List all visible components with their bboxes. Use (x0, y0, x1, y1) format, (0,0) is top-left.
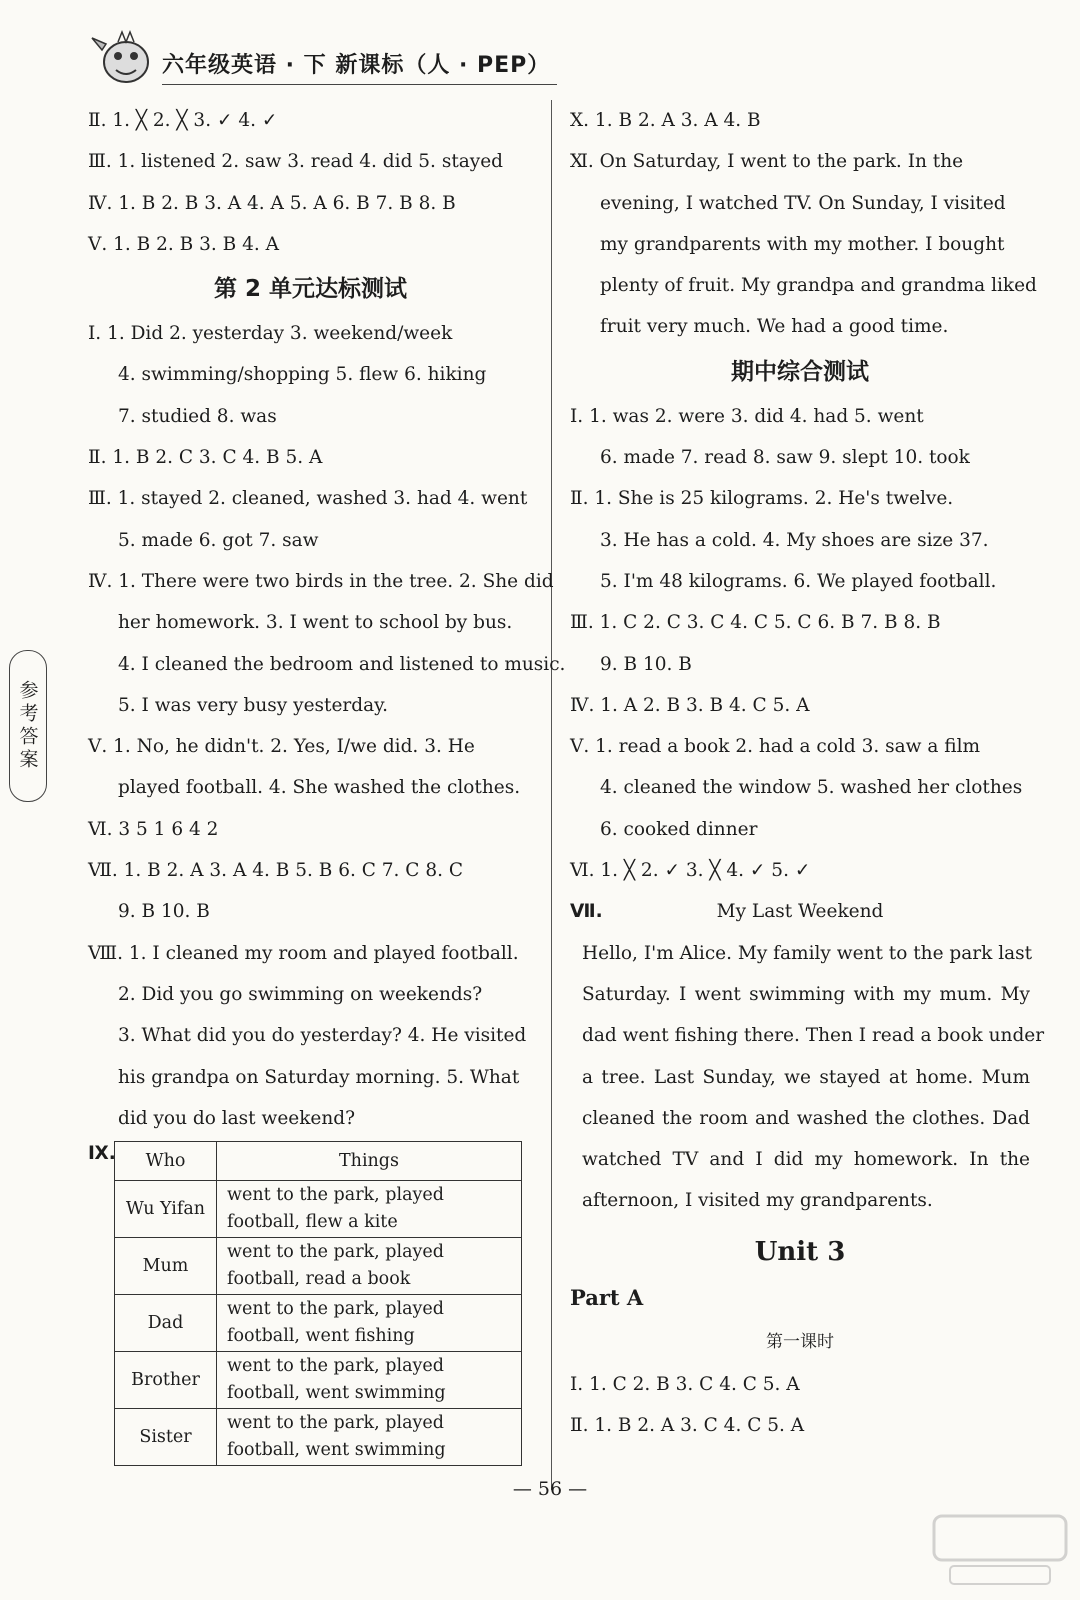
answer-line: Ⅲ. 1. C 2. C 3. C 4. C 5. C 6. B 7. B 8. B (570, 612, 941, 634)
answer-line: 5. I was very busy yesterday. (118, 694, 388, 716)
answer-line: 6. made 7. read 8. saw 9. slept 10. took (600, 447, 970, 469)
answer-line: 5. I'm 48 kilograms. 6. We played football. (600, 570, 997, 592)
table-row (115, 1352, 522, 1409)
answer-line: Ⅲ. 1. stayed 2. cleaned, washed 3. had 4. went (88, 488, 528, 510)
unit3-answers (570, 1364, 1030, 1447)
table-cell-things: went to the park, played football, went swimming (217, 1352, 522, 1409)
table-row (115, 1409, 522, 1466)
essay-title: My Last Weekend (716, 901, 884, 923)
midterm-title: 期中综合测试 (731, 358, 869, 385)
page-header (88, 20, 558, 95)
answer-line: 4. swimming/shopping 5. flew 6. hiking (118, 364, 487, 386)
answer-line: 7. studied 8. was (118, 405, 277, 427)
answer-line: Ⅳ. 1. A 2. B 3. B 4. C 5. A (570, 694, 810, 716)
essay-line: Saturday. I went swimming with my mum. My (582, 983, 1030, 1005)
answer-line: 9. B 10. B (600, 653, 692, 675)
answer-line: Ⅶ. 1. B 2. A 3. A 4. B 5. B 6. C 7. C 8. C (88, 860, 464, 882)
unit3-title: Unit 3 (754, 1236, 846, 1267)
header-who: Who (115, 1142, 217, 1181)
page-number: — 56 — (512, 1478, 588, 1500)
table-cell-who: Sister (115, 1409, 217, 1466)
essay-body (570, 933, 1045, 1222)
answer-line: 9. B 10. B (118, 901, 210, 923)
answer-line: Ⅱ. 1. B 2. A 3. C 4. C 5. A (570, 1415, 805, 1437)
essay-label: Ⅶ. (570, 901, 603, 923)
answer-line: 2. Did you go swimming on weekends? (118, 983, 483, 1005)
answer-line: Ⅵ. 1. ╳ 2. ✓ 3. ╳ 4. ✓ 5. ✓ (570, 860, 811, 882)
table-row (115, 1295, 522, 1352)
answer-line: Ⅳ. 1. There were two birds in the tree. 2. She did (88, 570, 554, 592)
answer-line: 6. cooked dinner (600, 818, 758, 840)
answer-line: Ⅱ. 1. She is 25 kilograms. 2. He's twelve. (570, 488, 954, 510)
answer-line: 4. I cleaned the bedroom and listened to music. (118, 653, 566, 675)
unit2-tail-answers (570, 100, 1037, 348)
essay-line: Hello, I'm Alice. My family went to the park last (582, 942, 1033, 964)
answer-line: Ⅴ. 1. B 2. B 3. B 4. A (88, 233, 280, 255)
unit2-title: 第 2 单元达标测试 (213, 276, 408, 303)
who-things-table (114, 1141, 522, 1466)
answer-line: my grandparents with my mother. I bought (600, 233, 1005, 255)
table-cell-things: went to the park, played football, flew a kite (217, 1181, 522, 1238)
midterm-answers (570, 396, 1030, 892)
table-cell-things: went to the park, played football, read a book (217, 1238, 522, 1295)
unit1-tail-answers (88, 100, 533, 265)
answer-line: Ⅴ. 1. No, he didn't. 2. Yes, I/we did. 3. He (88, 736, 475, 758)
answer-line: his grandpa on Saturday morning. 5. What (118, 1066, 520, 1088)
answer-line: evening, I watched TV. On Sunday, I visited (600, 192, 1006, 214)
table-cell-who: Wu Yifan (115, 1181, 217, 1238)
answer-line: fruit very much. We had a good time. (600, 316, 949, 338)
answer-line: Ⅰ. 1. C 2. B 3. C 4. C 5. A (570, 1373, 800, 1395)
answer-key-tab (9, 650, 47, 802)
part-a-title: Part A (570, 1284, 644, 1310)
answer-line: Ⅲ. 1. listened 2. saw 3. read 4. did 5. stayed (88, 151, 504, 173)
answer-line: Ⅳ. 1. B 2. B 3. A 4. A 5. A 6. B 7. B 8. B (88, 192, 456, 214)
answer-line: Ⅺ. On Saturday, I went to the park. In the (570, 151, 964, 173)
table-cell-who: Dad (115, 1295, 217, 1352)
answer-line: Ⅹ. 1. B 2. A 3. A 4. B (570, 110, 761, 131)
lesson-title: 第一课时 (766, 1331, 834, 1352)
table-cell-who: Brother (115, 1352, 217, 1409)
table-label: Ⅸ. (88, 1143, 116, 1165)
answer-line: plenty of fruit. My grandpa and grandma liked (600, 275, 1037, 297)
table-row (115, 1238, 522, 1295)
table-section (88, 1141, 533, 1466)
table-header-row (115, 1142, 522, 1181)
answer-line: Ⅷ. 1. I cleaned my room and played football. (88, 942, 519, 964)
answer-line: did you do last weekend? (118, 1107, 356, 1129)
essay-line: watched TV and I did my homework. In the (582, 1149, 1030, 1171)
table-cell-things: went to the park, played football, went swimming (217, 1409, 522, 1466)
essay-header (570, 891, 1030, 932)
table-cell-things: went to the park, played football, went fishing (217, 1295, 522, 1352)
column-divider (551, 100, 552, 1490)
table-row (115, 1181, 522, 1238)
essay-line: dad went fishing there. Then I read a book under (582, 1025, 1045, 1047)
answer-line: Ⅵ. 3 5 1 6 4 2 (88, 818, 219, 840)
answer-line: her homework. 3. I went to school by bus. (118, 612, 513, 634)
answer-line: 3. What did you do yesterday? 4. He visited (118, 1025, 527, 1047)
answer-line: Ⅱ. 1. ╳ 2. ╳ 3. ✓ 4. ✓ (88, 110, 278, 131)
header-rule (162, 84, 557, 85)
answer-line: 5. made 6. got 7. saw (118, 529, 319, 551)
answer-line: played football. 4. She washed the clothes. (118, 777, 521, 799)
answer-line: Ⅴ. 1. read a book 2. had a cold 3. saw a film (570, 736, 981, 758)
answer-line: Ⅱ. 1. B 2. C 3. C 4. B 5. A (88, 447, 323, 469)
answer-line: Ⅰ. 1. Did 2. yesterday 3. weekend/week (88, 323, 453, 345)
table-cell-who: Mum (115, 1238, 217, 1295)
answer-line: Ⅰ. 1. was 2. were 3. did 4. had 5. went (570, 405, 924, 427)
left-column (88, 100, 566, 1466)
answer-key-tab-label: 参考答案 (16, 680, 39, 772)
header-things: Things (217, 1142, 522, 1181)
dragon-mascot-icon (88, 20, 158, 90)
essay-line: cleaned the room and washed the clothes. Dad (582, 1107, 1030, 1129)
watermark-logo (930, 1510, 1070, 1590)
essay-line: a tree. Last Sunday, we stayed at home. Mum (582, 1066, 1030, 1088)
answer-line: 4. cleaned the window 5. washed her clothes (600, 777, 1023, 799)
answer-line: 3. He has a cold. 4. My shoes are size 37. (600, 529, 989, 551)
unit2-answers (88, 313, 566, 1139)
essay-line: afternoon, I visited my grandparents. (582, 1190, 933, 1212)
right-column (570, 100, 1045, 1446)
header-title: 六年级英语 · 下 新课标（人 · PEP） (162, 53, 551, 78)
